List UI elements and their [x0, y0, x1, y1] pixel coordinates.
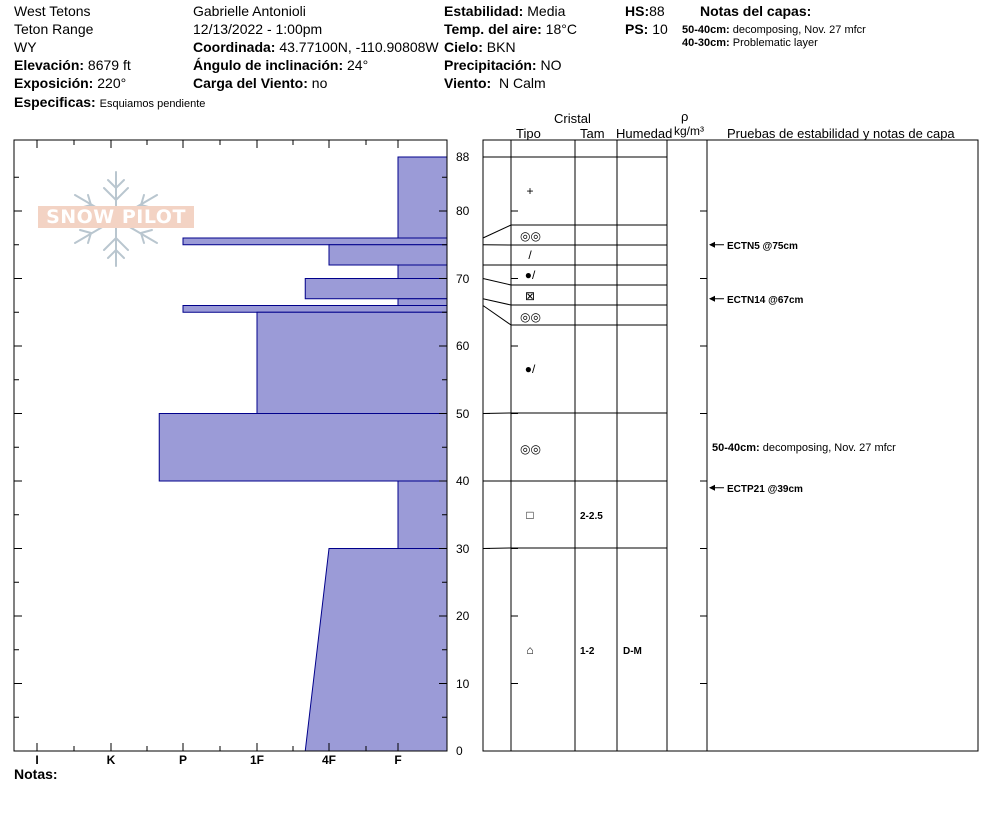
layer-connector	[483, 225, 511, 238]
grain-type-symbol-4: ●/	[524, 268, 536, 282]
y-tick-label-0: 0	[456, 744, 463, 758]
elevation-label: Elevación:	[14, 57, 85, 73]
hardness-bar-8	[257, 312, 447, 413]
stability-test-3: ECTP21 @39cm	[727, 483, 803, 495]
x-tick-label-I: I	[35, 753, 39, 767]
state-name: WY	[14, 39, 37, 55]
density-unit-header: kg/m³	[674, 124, 704, 138]
y-tick-label-70: 70	[456, 271, 470, 286]
hs-value: 88	[649, 3, 665, 19]
grain-type-symbol-5: ⊠	[524, 289, 536, 303]
hardness-bar-4	[398, 265, 447, 279]
layer-comment-text: decomposing, Nov. 27 mfcr	[762, 442, 896, 455]
test-arrow-head-2	[709, 296, 715, 302]
y-tick-label-20: 20	[456, 609, 470, 623]
x-tick-label-1F: 1F	[249, 753, 264, 767]
y-tick-label-50: 50	[456, 406, 470, 421]
incline-label: Ángulo de inclinación:	[193, 57, 344, 73]
ps-label: PS:	[625, 21, 649, 37]
observer-name: Gabrielle Antonioli	[193, 3, 306, 19]
stability-test-1: ECTN5 @75cm	[727, 240, 798, 252]
notas-label: Notas:	[14, 766, 58, 782]
hs-label: HS:	[625, 3, 650, 19]
elevation-value: 8679 ft	[87, 57, 131, 73]
grain-type-symbol-7: ◎◎	[520, 310, 541, 324]
hardness-bar-2	[183, 238, 447, 245]
layer-connector	[483, 299, 511, 305]
specifics-value: Esquiamos pendiente	[99, 98, 206, 110]
grain-type-symbol-8: ●/	[524, 362, 536, 376]
test-arrow-head-1	[709, 242, 715, 248]
cristal-header: Cristal	[554, 111, 591, 126]
hardness-bar-3	[329, 245, 447, 265]
layer-note-2-range: 40-30cm:	[682, 37, 730, 49]
hardness-bar-6	[398, 299, 447, 306]
moisture-11: D-M	[623, 646, 642, 657]
coordinate-value: 43.77100N, -110.90808W	[279, 39, 439, 55]
hardness-bar-5	[305, 279, 447, 299]
grain-type-symbol-3: /	[528, 248, 532, 262]
test-arrow-head-3	[709, 485, 715, 491]
incline-value: 24°	[347, 57, 369, 73]
precip-value: NO	[540, 57, 562, 73]
snowpilot-logo-text: SNOW PILOT	[38, 206, 194, 228]
precip-label: Precipitación:	[444, 57, 537, 73]
grain-type-symbol-9: ◎◎	[520, 442, 541, 456]
y-tick-label-40: 40	[456, 474, 470, 488]
y-tick-label-60: 60	[456, 339, 470, 353]
sky-label: Cielo:	[444, 39, 483, 55]
grain-type-symbol-11: ⌂	[526, 643, 534, 657]
layer-connector	[483, 413, 511, 414]
y-tick-label-30: 30	[456, 541, 470, 556]
wind-label: Viento:	[444, 75, 492, 91]
tests-header: Pruebas de estabilidad y notas de capa	[727, 126, 955, 141]
grain-size-10: 2-2.5	[580, 511, 603, 522]
x-tick-label-K: K	[106, 753, 116, 767]
observation-datetime: 12/13/2022 - 1:00pm	[193, 21, 323, 37]
location-name: West Tetons	[14, 3, 91, 19]
grain-size-11: 1-2	[580, 646, 595, 657]
tipo-header: Tipo	[516, 126, 541, 141]
y-tick-label-88: 88	[456, 150, 470, 164]
rho-header: ρ	[681, 109, 689, 124]
layer-connector	[483, 279, 511, 286]
layer-comment-range: 50-40cm:	[712, 442, 763, 455]
aspect-label: Exposición:	[14, 75, 94, 91]
layer-notes-title: Notas del capas:	[700, 3, 812, 19]
ps-value: 10	[652, 21, 668, 37]
coordinate-label: Coordinada:	[193, 39, 276, 55]
grain-type-symbol-10: □	[526, 508, 534, 522]
wind-load-value: no	[311, 75, 328, 91]
x-tick-label-4F: 4F	[321, 753, 336, 767]
sky-value: BKN	[486, 39, 516, 55]
layer-note-2-text: Problematic layer	[732, 37, 818, 49]
layer-note-1-text: decomposing, Nov. 27 mfcr	[732, 24, 866, 36]
air-temp-value: 18°C	[545, 21, 577, 37]
grain-type-symbol-2: ◎◎	[520, 229, 541, 243]
layer-comment-1	[712, 440, 896, 457]
wind-load-label: Carga del Viento:	[193, 75, 308, 91]
wind-value: N Calm	[498, 75, 546, 91]
y-tick-label-80: 80	[456, 204, 470, 218]
stability-value: Media	[527, 3, 566, 19]
hardness-bar-7	[183, 306, 447, 313]
tam-header: Tam	[580, 126, 605, 141]
stability-test-2: ECTN14 @67cm	[727, 294, 804, 306]
aspect-value: 220°	[97, 75, 127, 91]
layer-connector	[483, 548, 511, 549]
x-tick-label-P: P	[178, 753, 187, 767]
layer-note-1-range: 50-40cm:	[682, 24, 730, 36]
specifics-label: Especificas:	[14, 94, 96, 110]
grain-type-symbol-1: +	[526, 184, 534, 198]
hardness-bar-1	[398, 157, 447, 238]
stability-label: Estabilidad:	[444, 3, 524, 19]
range-name: Teton Range	[14, 21, 94, 37]
hardness-bar-11	[305, 549, 447, 752]
layer-connector	[483, 306, 511, 326]
hardness-bar-10	[398, 481, 447, 549]
hardness-bar-9	[159, 414, 447, 482]
y-tick-label-10: 10	[456, 676, 470, 691]
air-temp-label: Temp. del aire:	[444, 21, 542, 37]
x-tick-label-F: F	[394, 753, 402, 767]
humedad-header: Humedad	[616, 126, 673, 141]
